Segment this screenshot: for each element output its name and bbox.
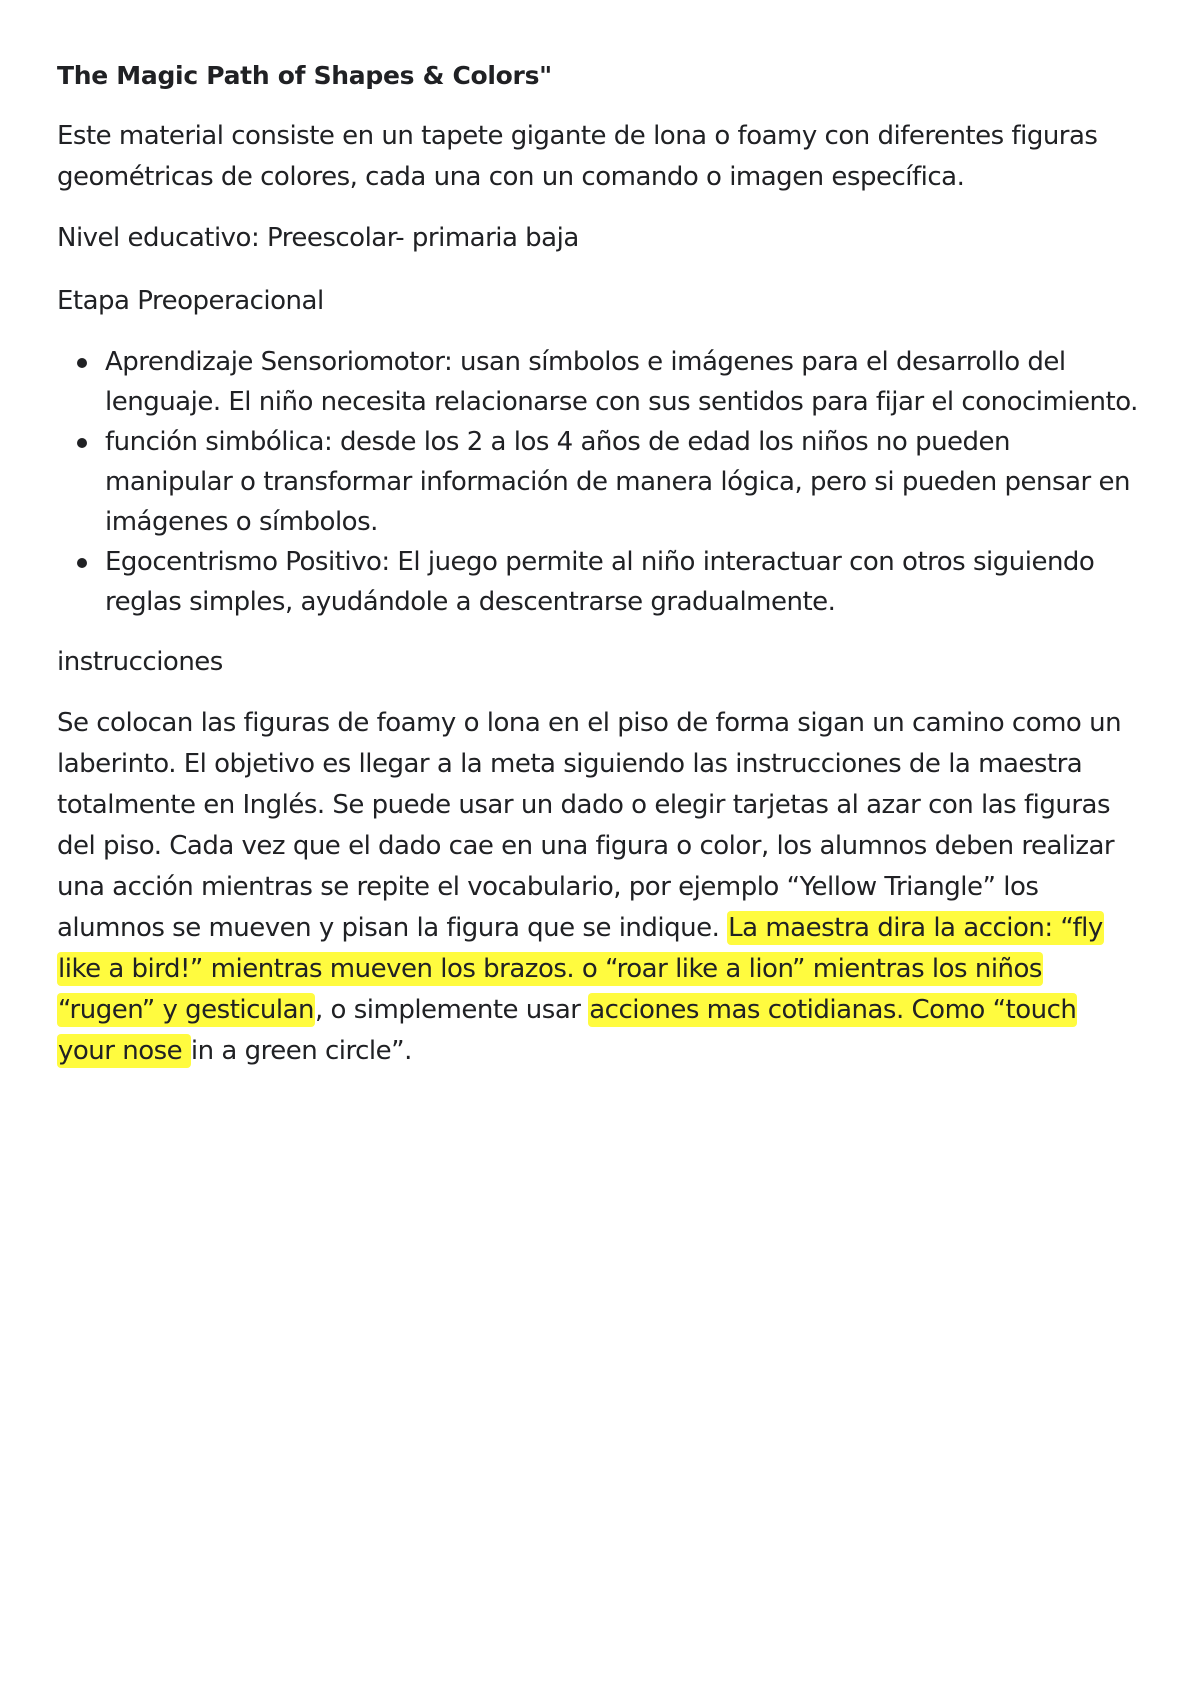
list-item-text: función simbólica: desde los 2 a los 4 años de edad los niños no pueden manipular o transformar información de manera lógica, pero si pueden pensar en imágenes o símbolos. [105, 427, 1130, 537]
education-level: Nivel educativo: Preescolar- primaria baja [57, 223, 579, 253]
bullet-list [57, 342, 1140, 622]
bullet-icon [77, 358, 87, 368]
list-item [57, 542, 1140, 622]
highlighted-text: La maestra dira la accion: “fly like a bird!” mientras mueven los brazos. o “roar like a lion” mientras los niños “rugen” y gesticulan [58, 913, 1103, 1025]
list-item-text: Egocentrismo Positivo: El juego permite al niño interactuar con otros siguiendo reglas simples, ayudándole a descentrarse gradualmente. [105, 547, 1095, 617]
document-title: The Magic Path of Shapes & Colors" [57, 61, 552, 90]
bullet-icon [77, 558, 87, 568]
list-item [57, 422, 1140, 542]
list-item [57, 342, 1140, 422]
highlighted-text: acciones mas cotidianas. Como “touch your nose [58, 995, 1077, 1066]
instructions-heading: instrucciones [57, 647, 223, 677]
stage-label: Etapa Preoperacional [57, 286, 324, 316]
bullet-icon [77, 438, 87, 448]
instructions-text: Se colocan las figuras de foamy o lona en el piso de forma sigan un camino como un laberinto. El objetivo es llegar a la meta siguiendo las instrucciones de la maestra totalmente en Inglés. Se puede usar un dado o elegir tarjetas al azar con las figuras del piso. Cada vez que el dado cae en una figura o color, los alumnos deben realizar una acción mientras se repite el vocabulario, por ejemplo “Yellow Triangle” los alumnos se mueven y pisan la figura que se indique. [57, 708, 1122, 943]
intro-paragraph: Este material consiste en un tapete gigante de lona o foamy con diferentes figuras geométricas de colores, cada una con un comando o imagen específica. [57, 121, 1098, 192]
instructions-text: , o simplemente usar [315, 995, 589, 1025]
instructions-text: in a green circle”. [190, 1036, 412, 1066]
instructions-paragraph [57, 703, 1140, 1072]
list-item-text: Aprendizaje Sensoriomotor: usan símbolos e imágenes para el desarrollo del lenguaje. El niño necesita relacionarse con sus sentidos para fijar el conocimiento. [105, 347, 1138, 417]
